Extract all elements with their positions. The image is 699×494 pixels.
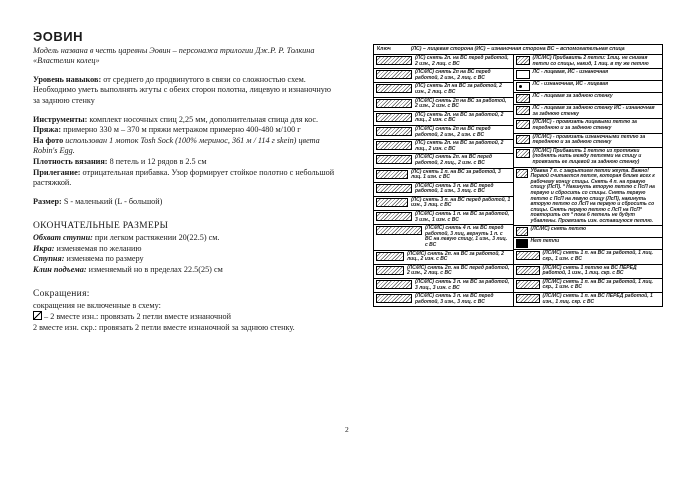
pattern-subtitle: Модель названа в честь царевны Эовин – персонажа трилогии Дж.Р. Р. Толкина «Властелин колец» <box>33 45 315 66</box>
key-entry-text: (ЛС) снять 2п на ВС за работой, 2 изн., 2 лиц. с ВС <box>415 83 502 95</box>
abbrev-line2: 2 вместе изн. скр.: провязать 2 петли вместе изнаночной за заднюю стенку. <box>33 323 295 333</box>
stitch-symbol-icon <box>516 70 530 79</box>
stitch-symbol-icon <box>376 170 408 179</box>
stitch-symbol-icon <box>516 94 530 103</box>
stitch-symbol-icon <box>376 226 422 235</box>
key-entry <box>374 211 513 225</box>
key-entry <box>374 69 513 83</box>
size: Размер: S - маленький (L - большой) <box>33 196 163 206</box>
key-entry-text: (ЛС/ИС) снять 2п. на ВС перед работой, 2 изн., 2 лиц. с ВС <box>407 264 510 277</box>
stitch-symbol-icon <box>516 169 528 178</box>
key-entry <box>514 250 662 264</box>
stitch-symbol-icon <box>376 99 412 108</box>
key-entry <box>374 279 513 293</box>
key-entry-text: (ЛС/ИС) снять 3 п. на ВС за работой, 3 лиц., 3 изн. с ВС <box>415 279 510 291</box>
stitch-symbol-icon <box>376 84 412 93</box>
key-entry-text: Нет петли <box>530 238 560 245</box>
stitch-symbol-icon <box>376 113 412 122</box>
yarn: Пряжа: примерно 330 м – 370 м пряжи метражом примерно 400-480 м/100 г <box>33 125 301 135</box>
key-entry <box>374 154 513 168</box>
key-entry-text: (ЛС) снять 2п. на ВС за работой, 2 лиц., 2 изн. с ВС <box>415 111 504 124</box>
measurement-calf: Икра: изменяемая по желанию <box>33 243 142 253</box>
stitch-symbol-icon <box>376 127 412 136</box>
key-entry <box>514 69 662 81</box>
key-entry-text: (ЛС/ИС) - провязать изнаночными петлю за переднюю и за заднюю стенку <box>532 133 646 146</box>
key-entry-text: ЛС - лицевая за заднюю стенку <box>532 93 613 100</box>
key-entry-text: ЛС - лицевая за заднюю стенку ИС - изнаночная за заднюю стенку <box>532 105 655 117</box>
key-entry-text: (ЛС/ИС) снять 1 петлю на ВС ПЕРЕД работой, 1 изн., 1 лиц. скр. с ВС <box>542 264 637 277</box>
key-entry-text: (ЛС/ИС) снять петлю <box>530 226 587 233</box>
key-entry-text: (ЛС/ИС) снять 1 п. на ВС за работой, 1 лиц. скр., 1 изн. с ВС <box>542 250 654 263</box>
key-entry-text: (ЛС/ИС) снять 3 п. на ВС перед работой, 3 изн., 3 лиц. с ВС <box>415 293 494 305</box>
key-entry-text: (ЛС/ИС) - провязать лицевыми петлю за переднюю и за заднюю стенку <box>532 119 637 131</box>
key-entry <box>374 112 513 126</box>
key-entry-text: (ЛС) снять 3 п. на ВС перед работой, 1 изн., 3 лиц. с ВС <box>411 196 511 209</box>
key-entry <box>514 119 662 133</box>
abbrev-line1: – 2 вместе изн.: провязать 2 петли вместе изнаночной <box>33 311 338 323</box>
tools: Инструменты: комплект носочных спиц 2,25 мм, дополнительная спица для кос. <box>33 114 319 124</box>
stitch-symbol-icon <box>516 149 530 158</box>
key-entry-text: (ЛС/ИС) снять 2п. на ВС за работой, 2 лиц., 2 изн. с ВС <box>407 250 504 263</box>
key-entry <box>514 238 662 250</box>
key-entry <box>374 98 513 112</box>
photo-yarn: На фото использован 1 моток Tosh Sock (100% меринос, 361 м / 114 г skein) цвета Robin's Egg. <box>33 135 320 156</box>
fit: Прилегание: отрицательная прибавка. Узор формирует стойкое полотно с небольшой растяжкой. <box>33 167 335 188</box>
stitch-symbol-icon <box>516 294 540 303</box>
measurement-foot: Обхват ступни: при легком растяжении 20(22.5) см. <box>33 232 220 242</box>
stitch-symbol-icon <box>376 155 412 164</box>
stitch-symbol-icon <box>376 141 412 150</box>
pattern-title: ЭОВИН <box>33 29 83 44</box>
key-entry-text: (ЛС/ИС) Прибавить 2 петли: 1лиц. не снимая петли со спицы, накид, 1 лиц. в ту же петлю <box>532 55 649 67</box>
key-entry-text: (ЛС/ИС) снять 2п. на ВС перед работой, 2 лиц., 2 изн. с ВС <box>415 154 493 166</box>
gauge: Плотность вязания: 8 петель и 12 рядов в 2.5 см <box>33 156 207 166</box>
key-entry <box>374 293 513 306</box>
key-entry <box>514 168 662 227</box>
measurements-heading: ОКОНЧАТЕЛЬНЫЕ РАЗМЕРЫ <box>33 221 169 232</box>
key-entry-text: (ЛС/ИС) снять 4 п. на ВС перед работой, 3 лиц, вернуть 1 п. с ВС на левую спицу, 1 изн., 3 лиц. с ВС <box>425 225 508 249</box>
key-entry-text: (ЛС/ИС) снять 3 п. на ВС перед работой, 1 изн., 3 лиц. с ВС <box>415 182 494 195</box>
key-entry <box>374 169 513 183</box>
stitch-symbol-icon <box>516 106 530 115</box>
key-entry-text: ЛС - изнаночная, ИС - лицевая <box>532 81 609 88</box>
stitch-symbol-icon <box>376 70 412 79</box>
stitch-symbol-icon <box>516 239 528 248</box>
key-entry-text: (ЛС/ИС) снять 2п на ВС перед работой, 2 изн., 2 изн. с ВС <box>415 125 491 138</box>
key-entry-text: (ЛС) снять 1 п. на ВС за работой, 3 лиц. 1 изн. с ВС <box>411 168 501 181</box>
key-entry <box>374 197 513 211</box>
stitch-symbol-icon <box>376 280 412 289</box>
key-entry-text: (ЛС) снять 2п. на ВС за работой, 2 лиц., 2 изн. с ВС <box>415 140 504 152</box>
key-entry <box>374 251 513 265</box>
stitch-symbol-icon <box>516 280 540 289</box>
skill-extra: Необходимо уметь выполнять жгуты с обеих сторон полотна, лицевую и изнаночную за заднюю стенку <box>33 85 332 105</box>
key-entry-text: (ЛС) снять 2п. на ВС перед работой, 2 изн., 2 лиц. с ВС <box>415 55 509 67</box>
key-entry-text: (ЛС/ИС) снять 2п на ВС за работой, 2 изн., 2 изн. с ВС <box>415 97 507 110</box>
key-entry <box>374 126 513 140</box>
stitch-symbol-icon <box>516 227 528 236</box>
chart-key <box>373 44 663 307</box>
stitch-symbol-icon <box>516 251 540 260</box>
key-entry <box>514 93 662 105</box>
stitch-symbol-icon <box>516 266 540 275</box>
key-entry-text: (ЛС/ИС) снять 1 п. на ВС ПЕРЕД работой, 1 изн., 1 лиц. скр. с ВС <box>542 293 653 305</box>
key-entry <box>374 183 513 197</box>
key-entry <box>374 225 513 250</box>
abbrev-heading: Сокращения: <box>33 289 90 300</box>
key-entry-text: (ЛС/ИС) снять 2п на ВС перед работой, 2 изн., 2 лиц. с ВС <box>415 69 491 81</box>
key-entry-text: (ЛС/ИС) Прибавить 1 петлю из протяжки (поднять нить между петлями на спицу и провязать ее лицевой за заднюю стенку) <box>532 147 642 165</box>
key-entry <box>514 55 662 69</box>
stitch-symbol-icon <box>516 120 530 129</box>
abbrev-intro: сокращения не включенные в схему: <box>33 300 161 310</box>
p2tog-symbol-icon <box>33 311 42 320</box>
stitch-symbol-icon <box>376 266 404 275</box>
key-entry <box>374 265 513 279</box>
key-entry-text: Убавка 7 п. с закрытием петли жгута. Важно! Первой считается петля, которая ближе всех к рабочему концу спицы. Снять 4 п. на правую спицу (ПсП). * Накинуть вторую петлю с ПсП на первую и сбросить со спицы. Снять первую петлю с ПсП на левую спицу (ЛсП), накинуть вторую петлю со ЛсП на первую и сбросить со спицы. Снять первую петлю с ЛсП на ПсП* повторить от * пока 6 петель не будут убавлены. Провязать изн. оставшуюся петлю. <box>530 167 655 224</box>
key-entry <box>514 265 662 279</box>
stitch-symbol-icon <box>376 294 412 303</box>
stitch-symbol-icon <box>516 82 530 91</box>
key-entry <box>374 140 513 154</box>
key-header: Ключ (ЛС) – лицевая сторона (ИС) – изнаночная сторона ВС – вспомогательная спица <box>373 44 663 55</box>
stitch-symbol-icon <box>376 56 412 65</box>
key-entry <box>374 83 513 97</box>
page-number: 2 <box>345 425 349 434</box>
key-entry-text: (ЛС/ИС) снять 1 п. на ВС за работой, 1 лиц. скр., 1 изн. с ВС <box>542 278 654 291</box>
skill-level: Уровень навыков: от среднего до продвинутого в связи со сложностью схем. <box>33 74 306 84</box>
key-right-column <box>514 55 662 306</box>
key-left-column <box>374 55 514 306</box>
key-entry <box>514 226 662 238</box>
key-entry <box>514 105 662 119</box>
measurement-sole: Ступня: изменяема по размеру <box>33 254 144 264</box>
stitch-symbol-icon <box>376 184 412 193</box>
stitch-symbol-icon <box>516 135 530 144</box>
key-entry-text: ЛС - лицевая, ИС - изнаночная <box>532 69 609 76</box>
key-entry-text: (ЛС/ИС) снять 1 п. на ВС за работой, 3 изн., 1 изн. с ВС <box>415 211 510 223</box>
key-entry <box>514 134 662 148</box>
stitch-symbol-icon <box>376 252 404 261</box>
stitch-symbol-icon <box>516 56 530 65</box>
stitch-symbol-icon <box>376 198 408 207</box>
key-entry <box>374 55 513 69</box>
pattern-text-column <box>33 29 338 334</box>
key-entry <box>514 293 662 306</box>
stitch-symbol-icon <box>376 212 412 221</box>
key-entry <box>514 148 662 168</box>
measurement-gusset: Клин подъема: изменяемый но в пределах 22.5(25) см <box>33 264 223 274</box>
key-entry <box>514 279 662 293</box>
key-entry <box>514 81 662 93</box>
